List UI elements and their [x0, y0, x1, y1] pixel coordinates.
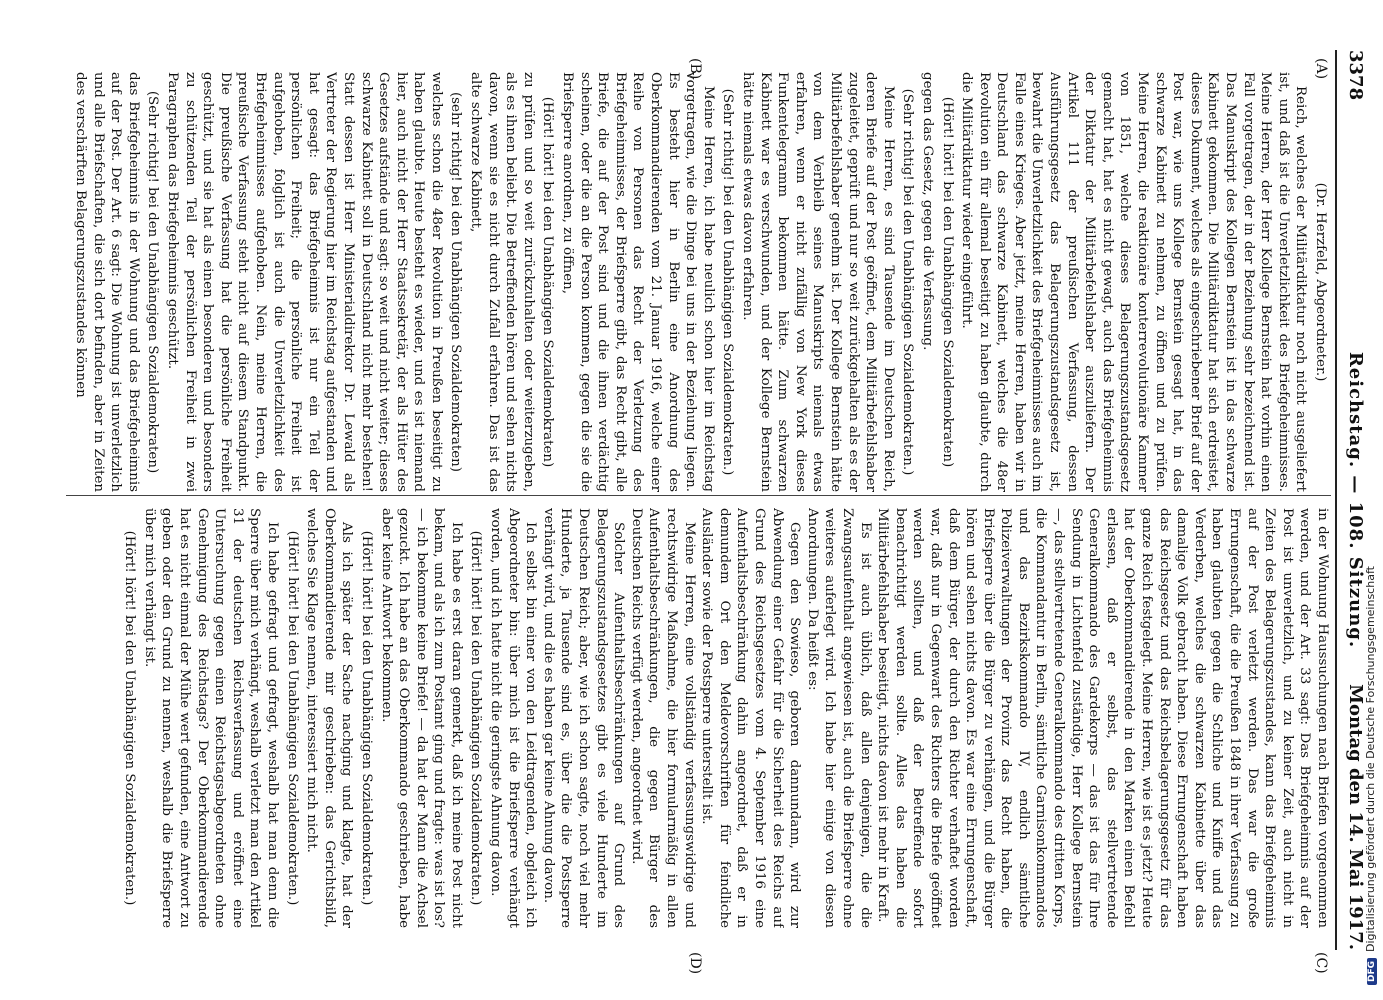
margin-letter-b: (B) — [687, 58, 703, 80]
column-divider — [66, 495, 1331, 496]
paragraph: Reich, welches der Militärdiktatur noch nicht ausgeliefert ist, und daß ist die Unverletzlichkeit des Briefgeheimnisses. Meine Herren, der Herr Kollege Bernstein hat vorhin einen Fall vorgetragen, der in der Beziehung sehr bezeichnend ist. Das Manuskript des Kollegen Bernstein ist in das schwarze Kabinett gekommen. Die Militärdiktatur hat sich erdreistet, dieses Dokument, welches als eingeschriebener Brief auf der Post war, wie uns Kollege Bernstein gesagt hat, in das schwarze Kabinett zu nehmen, zu öffnen und zu prüfen. Meine Herren, die reaktionäre konterrevolutionäre Kammer von 1851, welche dieses Belagerungszustandsgesetz gemacht hat, hat es nicht gewagt, auch das Briefgeheimnis der Diktatur der Militärbefehlshaber auszuliefern. Der Artikel 111 der preußischen Verfassung, dessen Ausführungsgesetz das Belagerungszustandsgesetz ist, bewahrt die Unverletzlichkeit des Briefgeheimnisses auch im Falle eines Krieges. Aber jetzt, meine Herren, haben wir in Deutschland das schwarze Kabinett, welches die 48er Revolution ein für allemal beseitigt zu haben glaubte, durch die Militärdiktatur wieder eingeführt. — [959, 72, 1309, 492]
interjection: (sehr richtig! bei den Unabhängigen Sozialdemokraten) — [448, 91, 464, 473]
paragraph: Meine Herren, eine vollständig verfassungswidrige und rechtswidrige Maßnahme, die hier formularmäßig in allen Aufenthaltsbeschränkungen, die gegen Bürger des Deutschen Reichs verfügt werden, angeordnet wird. — [628, 508, 697, 928]
paragraph: welches schon die 48er Revolution in Preußen beseitigt zu haben glaubte. Heute besteht es wieder, und es ist niemand hier, auch nicht der Herr Staatssekretär, der als Hüter des Gesetzes aufstände und sagt: so weit und nicht weiter; dieses schwarze Kabinett soll in Deutschland nicht mehr bestehen! Statt dessen ist Herr Ministerialdirektor Dr. Lewald als Vertreter der Regierung hier im Reichstag aufgestanden und hat gesagt: das Briefgeheimnis ist nur ein Teil der persönlichen Freiheit; die persönliche Freiheit ist aufgehoben, folglich ist auch die Unverletzlichkeit des Briefgeheimnisses aufgehoben. Nein, meine Herren, die preußische Verfassung steht nicht auf diesem Standpunkt. Die preußische Verfassung hat die persönliche Freiheit geschützt, und sie hat als einen besonderen und besonders zu schützenden Teil der persönlichen Freiheit in zwei Paragraphen das Briefgeheimnis geschützt. — [165, 72, 444, 492]
paragraph: in der Wohnung Haussuchungen nach Briefen vorgenommen werden, und der Art. 33 sagt: Das Briefgeheimnis auf der Post ist unverletzlich, und zu keiner Zeit, auch nicht in Zeiten des Belagerungszustandes, kann das Briefgeheimnis auf der Post verletzt werden. Das war die große Errungenschaft, die die Preußen 1848 in ihrer Verfassung zu haben glaubten gegen die Schliche und Kniffe und das Verderben, welches die schwarzen Kabinette über das damalige Volk gebracht haben. Diese Errungenschaft haben das Reichsgesetz und das Reichsbelagerungsgesetz für das ganze Reich festgelegt. Meine Herren, wie ist es jetzt? Heute hat der Oberkommandierende in den Marken einen Befehl erlassen, daß er selbst, das stellvertretende Generalkommando des Gardekorps — das ist das für Ihre Sendung in Lichtenfeld zuständige, Herr Kollege Bernstein —, das stellvertretende Generalkommando des dritten Korps, die Kommandantur in Berlin, sämtliche Garnisonkommandos und das Bezirkskommando IV, endlich sämtliche Polizeiverwaltungen der Provinz das Recht haben, die Briefsperre über die Bürger zu verhängen, und die Bürger hören und sehen nichts davon. Es war eine Errungenschaft, daß dem Bürger, der durch den Richter verhaftet worden war, daß nur in Gegenwart des Richters die Briefe geöffnet werden sollten, und daß der Betreffende sofort benachrichtigt werden sollte. Alles das haben die Militärbefehlshaber beseitigt, nichts davon ist mehr in Kraft. — [875, 508, 1330, 928]
digitization-credit — [1364, 5, 1380, 985]
paragraph: Meine Herren, ich habe neulich schon hier im Reichstag vorgetragen, wie die Dinge bei uns in der Beziehung liegen. Es besteht hier in Berlin eine Anordnung des Oberkommandierenden vom 21. Januar 1916, welche einer Reihe von Personen das Recht der Verletzung des Briefgeheimnisses, der Briefsperre gibt, das Recht gibt, alle Briefe, die auf der Post sind und die ihnen verdächtig scheinen, oder die an die Person kommen, gegen die sie die Briefsperre anordnen, zu öffnen, — [560, 72, 716, 492]
right-text-column — [61, 508, 1331, 928]
paragraph: Ich habe es erst daran gemerkt, daß ich meine Post nicht bekam, und als ich zum Postamt ging und fragte: was ist los? — ich bekomme keine Briefe! — da hat der Mann die Achsel gezuckt. Ich habe an das Oberkommando geschrieben, habe aber keine Antwort bekommen. — [378, 508, 464, 928]
dfg-logo-icon: DFG — [1367, 958, 1377, 985]
paragraph: Es ist auch üblich, daß allen denjenigen, die die Zwangsaufenthalt angewiesen ist, auch die Briefsperre ohne weiteres auferlegt wird. Ich habe hier einige von diesen Anordnungen. Da heißt es: — [804, 508, 873, 928]
interjection: (Hört! hört! bei den Unabhängigen Sozialdemokraten) — [939, 96, 955, 468]
paragraph: Meine Herren, es sind Tausende im Deutschen Reich, deren Briefe auf der Post geöffnet, dem Militärbefehlshaber zugeleitet, geprüft und nur so weit zurückgehalten als es der Militärbefehlshaber genehm ist. Der Kollege Bernstein hätte von dem Verbleib seines Manuskripts niemals etwas erfahren, wenn er nicht zufällig von New York dieses Funkentelegramm bekommen hätte. Zum schwarzen Kabinett war es verschwunden, und der Kollege Bernstein hätte niemals etwas davon erfahren. — [740, 72, 896, 492]
speaker-line: (Dr. Herzfeld, Abgeordneter.) — [1313, 182, 1328, 382]
quoted-order: Gegen den Sowieso, geboren dannundann, wird zur Abwendung einer Gefahr für die Sicherheit des Reichs auf Grund des Reichsgesetzes vom 4. September 1916 eine Aufenthaltsbeschränkung dahin angeordnet, daß er in demundem Ort den Meldevorschriften für feindliche Ausländer sowie der Postsperre unterstellt ist. — [699, 508, 803, 928]
left-text-column — [61, 72, 1331, 492]
margin-letter-d: (D) — [687, 952, 703, 975]
paragraph: Als ich später der Sache nachging und klagte, hat der Oberkommandierende mir geschrieben: das Gerichtsbild, welches Sie Klage nennen, interessiert mich nicht. — [304, 508, 355, 928]
paragraph: das Briefgeheimnis in der Wohnung und das Briefgeheimnis auf der Post. Der Art. 6 sagt: Die Wohnung ist unverletzlich und alle Briefschaften, die sich dort befinden, aber in Zeiten des verschärften Belagerungszustandes können — [73, 72, 141, 492]
interjection: (Hört! hört! bei den Unabhängigen Sozialdemokraten.) — [358, 530, 374, 906]
paragraph: zu prüfen und so weit zurückzuhalten oder weiterzugeben, als es ihnen beliebt. Die Betreffenden hören und sehen nichts davon, wenn sie es nicht durch Zufall erfahren. Das ist das alte schwarze Kabinett, — [468, 72, 536, 492]
margin-letter-a: (A) — [1313, 58, 1329, 80]
interjection: (Hört! hört! bei den Unabhängigen Sozialdemokraten.) — [284, 530, 300, 906]
header-title: Reichstag. — 108. Sitzung. — [1345, 351, 1366, 649]
paragraph: gegen das Gesetz, gegen die Verfassung. — [919, 72, 935, 351]
paragraph: Ich habe gefragt und gefragt, weshalb hat man denn die Sperre über mich verhängt, weshalb verletzt man den Artikel 31 der deutschen Reichsverfassung und eröffnet eine Untersuchung gegen einen Reichstagsabgeordneten ohne Genehmigung des Reichstags? Der Oberkommandierende hat es nicht einmal der Mühe wert gefunden, eine Antwort zu geben oder den Grund zu nennen, weshalb die Briefsperre über mich verhängt ist. — [141, 508, 280, 928]
interjection: (Sehr richtig! bei den Unabhängigen Sozialdemokraten.) — [720, 88, 736, 476]
interjection: (Hört! hört! bei den Unabhängigen Sozialdemokraten) — [540, 96, 556, 468]
margin-letter-c: (C) — [1313, 952, 1329, 974]
page-number: 3378 — [1345, 50, 1366, 101]
interjection: (Sehr richtig! bei den Unabhängigen Sozialdemokraten.) — [900, 88, 916, 476]
paragraph: Solcher Aufenthaltsbeschränkungen auf Grund des Belagerungszustandsgesetzes gibt es viele Hunderte im Deutschen Reich; aber, wie ich schon sagte, noch viel mehr Hunderte, ja Tausende sind es, über die die Postsperre verhängt wird, und die es haben gar keine Ahnung davon. — [540, 508, 627, 928]
digitization-credit-text: Digitalisierung gefördert durch die Deutsche Forschungsgemeinschaft — [1364, 566, 1377, 952]
header-rule — [1335, 50, 1337, 950]
header-date: Montag den 14. Mai 1917. — [1345, 684, 1366, 950]
interjection: (Hört! hört! bei den Unabhängigen Sozialdemokraten.) — [122, 530, 138, 906]
interjection: (Hört! hört! bei den Unabhängigen Sozialdemokraten.) — [468, 530, 484, 906]
page-header — [1340, 50, 1366, 950]
interjection: (Sehr richtig! bei den Unabhängigen Sozialdemokraten) — [145, 90, 161, 474]
paragraph: Ich selbst bin einer von den Leidtragenden, obgleich ich Abgeordneter bin: über mich ist die Briefsperre verhängt worden, und ich hatte nicht die geringste Ahnung davon. — [488, 508, 539, 928]
